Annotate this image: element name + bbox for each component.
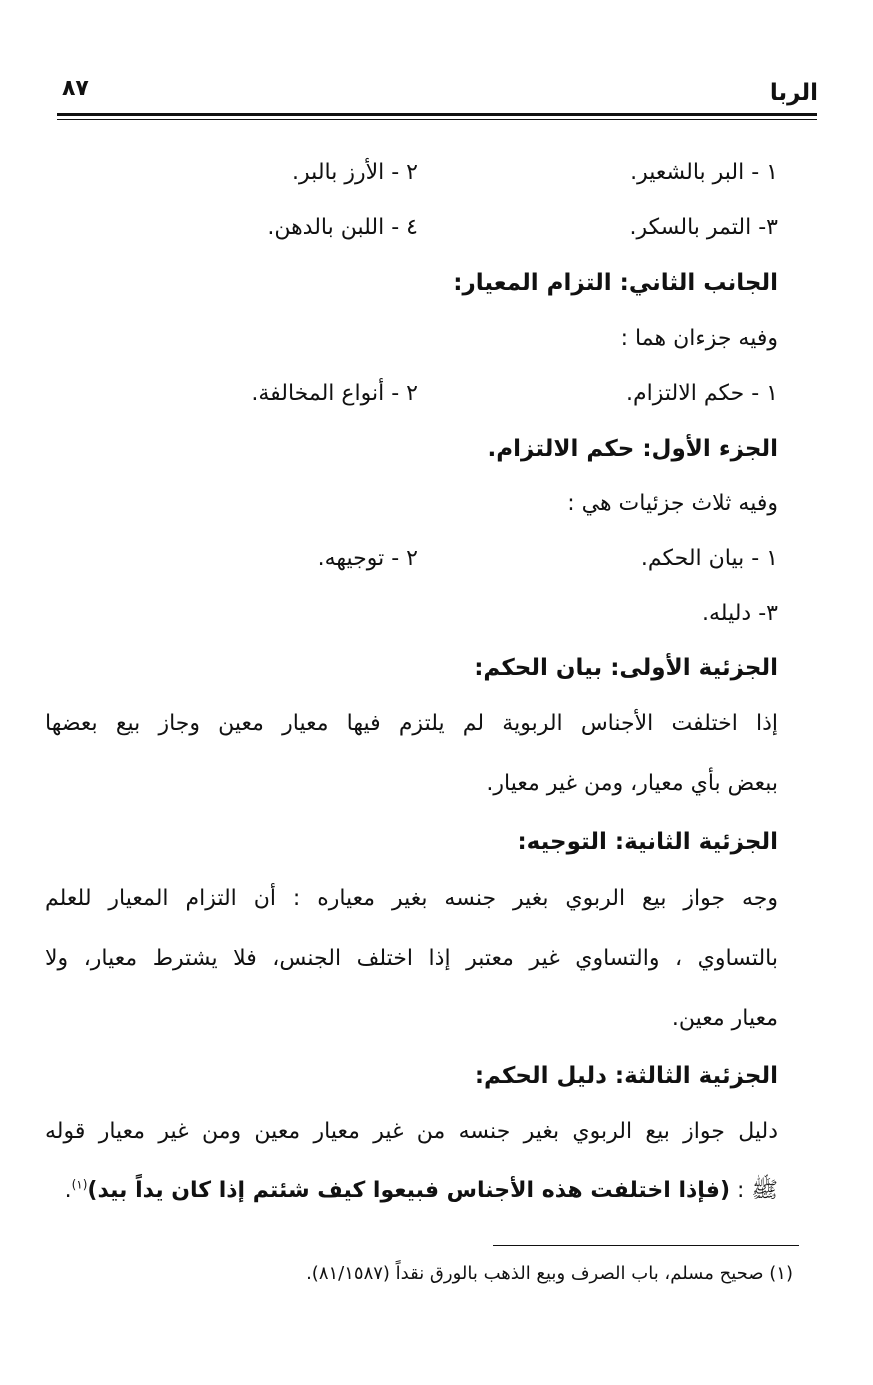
header-rule-thin (57, 119, 817, 120)
list-item: ٣- التمر بالسكر. (629, 215, 778, 240)
running-header-title: الربا (769, 80, 818, 106)
salutation-glyph: ﷺ (751, 1178, 778, 1203)
list-item: ٣- دليله. (702, 601, 778, 626)
section-heading: الجزئية الأولى: بيان الحكم: (474, 655, 778, 681)
colon: : (730, 1178, 752, 1203)
paragraph-line: وفيه جزءان هما : (620, 326, 778, 351)
section-heading: الجزئية الثانية: التوجيه: (517, 829, 778, 855)
list-item: ١ - حكم الالتزام. (625, 381, 778, 406)
paragraph-line: دليل جواز بيع الربوي بغير جنسه من غير معيار معين ومن غير معيار قوله (45, 1119, 778, 1144)
paragraph-line: ببعض بأي معيار، ومن غير معيار. (486, 771, 778, 796)
paragraph-line: وجه جواز بيع الربوي بغير جنسه بغير معياره : أن التزام المعيار للعلم (45, 886, 778, 911)
sentence-end: . (64, 1178, 72, 1203)
page-number: ٨٧ (62, 76, 89, 101)
footnote-reference[interactable]: (١) (71, 1177, 88, 1192)
header-rule-thick (57, 113, 817, 116)
section-heading: الجزء الأول: حكم الالتزام. (487, 436, 778, 462)
paragraph-line: معيار معين. (671, 1006, 778, 1031)
section-heading: الجزئية الثالثة: دليل الحكم: (474, 1063, 778, 1089)
footnote-text: (١) صحيح مسلم، باب الصرف وبيع الذهب بالورق نقداً (٨١/١٥٨٧). (306, 1263, 793, 1284)
section-heading: الجانب الثاني: التزام المعيار: (453, 270, 778, 296)
footnote-separator (493, 1245, 799, 1246)
list-item: ٤ - اللبن بالدهن. (267, 215, 418, 240)
hadith-quote: (فإذا اختلفت هذه الأجناس فبيعوا كيف شئتم إذا كان يداً بيد) (87, 1178, 731, 1203)
list-item: ٢ - توجيهه. (317, 546, 418, 571)
paragraph-line: إذا اختلفت الأجناس الربوية لم يلتزم فيها معيار معين وجاز بيع بعضها (45, 711, 778, 736)
list-item: ١ - البر بالشعير. (630, 160, 778, 185)
list-item: ٢ - أنواع المخالفة. (251, 381, 418, 406)
hadith-line (65, 1176, 778, 1208)
list-item: ١ - بيان الحكم. (640, 546, 778, 571)
paragraph-line: وفيه ثلاث جزئيات هي : (567, 491, 778, 516)
paragraph-line: بالتساوي ، والتساوي غير معتبر إذا اختلف الجنس، فلا يشترط معيار، ولا (45, 946, 778, 971)
list-item: ٢ - الأرز بالبر. (292, 160, 418, 185)
